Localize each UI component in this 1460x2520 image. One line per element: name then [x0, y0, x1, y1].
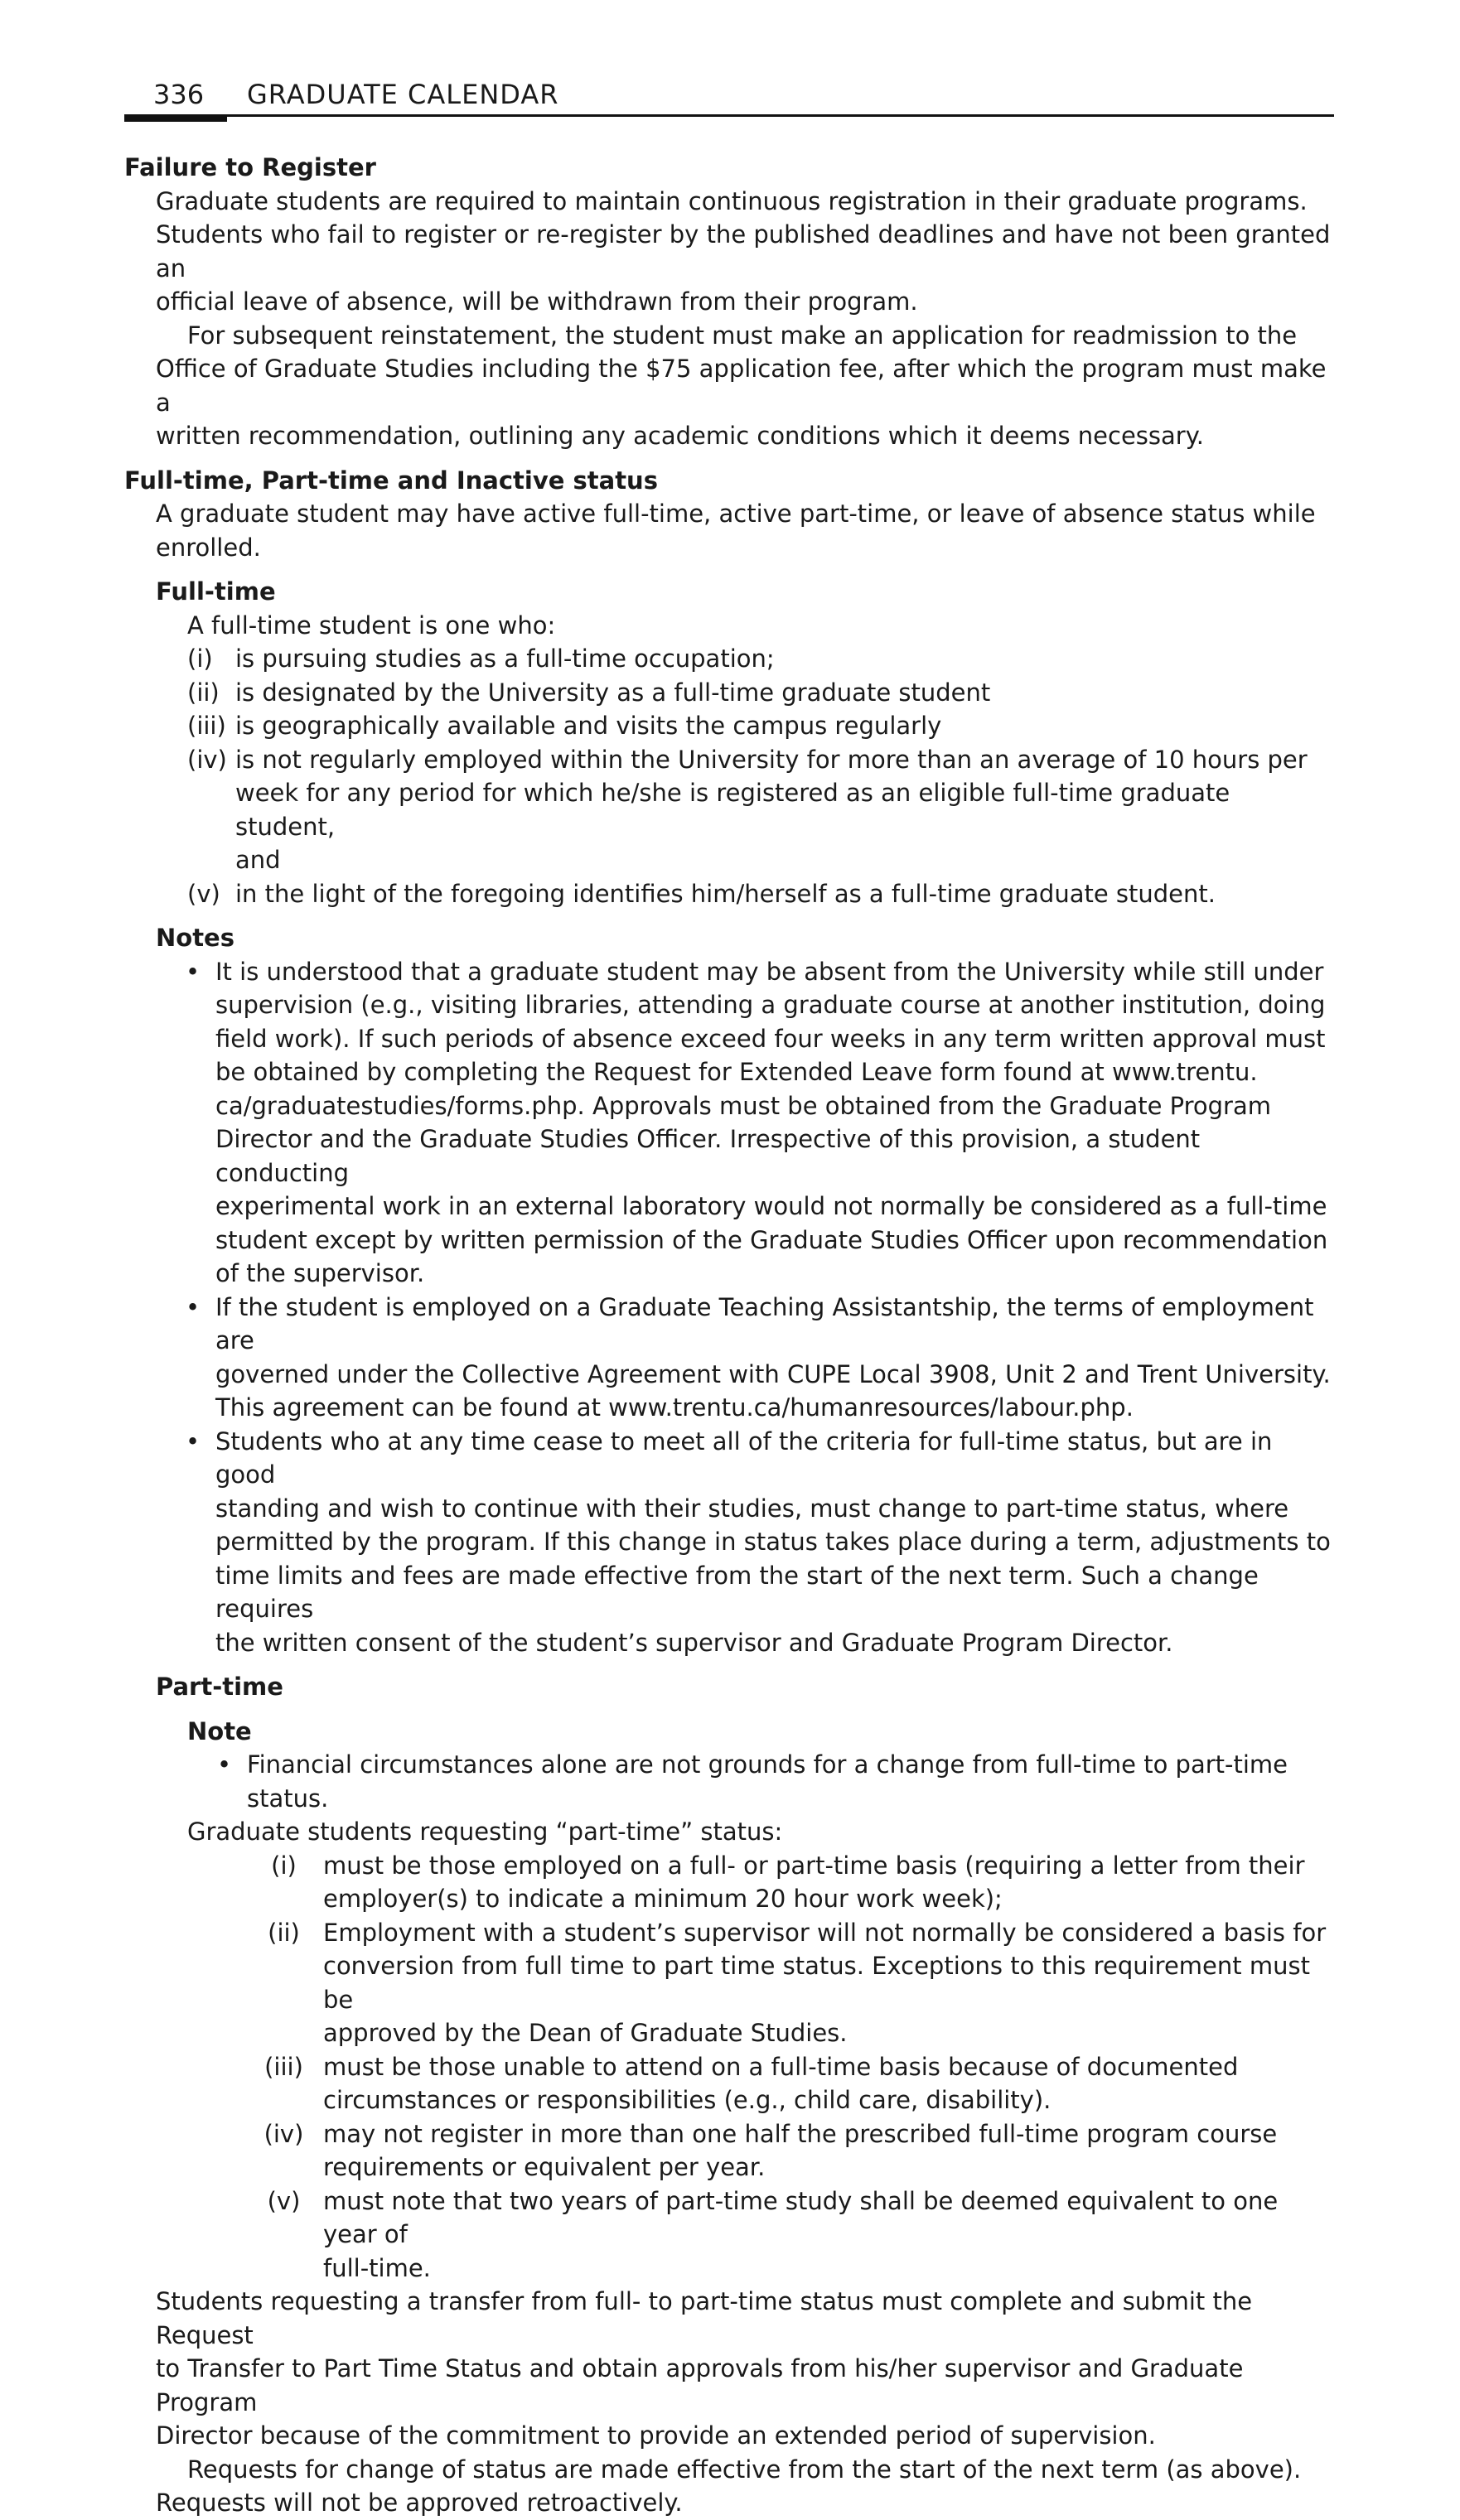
text-line: ca/graduatestudies/forms.php. Approvals must be obtained from the Graduate Program [215, 1091, 1272, 1120]
status-section-heading: Full-time, Part-time and Inactive status [124, 466, 658, 495]
failure-to-register-heading: Failure to Register [124, 153, 376, 181]
bullet-icon: • [186, 1292, 201, 1321]
part-time-item [124, 1916, 1334, 2050]
text-line: permitted by the program. If this change in status takes place during a term, adjustments to [215, 1528, 1331, 1556]
full-time-item [124, 877, 1334, 911]
full-time-item [124, 743, 1334, 877]
bullet-icon: • [186, 1427, 201, 1456]
full-time-item [124, 709, 1334, 743]
text-line: must be those unable to attend on a full-time basis because of documented [323, 2052, 1239, 2081]
text-line: conversion from full time to part time status. Exceptions to this requirement must be [323, 1952, 1310, 2014]
note-item [124, 1291, 1334, 1425]
note-item [124, 955, 1334, 1291]
text-line: Requests will not be approved retroactively. [156, 2489, 683, 2517]
part-time-item [124, 1849, 1334, 1916]
text-line: of the supervisor. [215, 1259, 425, 1287]
text-line: is not regularly employed within the University for more than an average of 10 hours per [235, 745, 1308, 774]
running-title: GRADUATE CALENDAR [247, 79, 559, 110]
text-line: governed under the Collective Agreement with CUPE Local 3908, Unit 2 and Trent University. [215, 1359, 1331, 1388]
text-line: supervision (e.g., visiting libraries, attending a graduate course at another institution, doing [215, 991, 1326, 1019]
text-line: written recommendation, outlining any academic conditions which it deems necessary. [156, 422, 1204, 450]
failure-to-register-para2 [124, 319, 1334, 453]
text-line: Financial circumstances alone are not grounds for a change from full-time to part-time [247, 1750, 1288, 1779]
item-number: (i) [187, 644, 213, 673]
text-line: requirements or equivalent per year. [323, 2153, 766, 2181]
text-line: student except by written permission of the Graduate Studies Officer upon recommendation [215, 1225, 1328, 1254]
text-line: If the student is employed on a Graduate Teaching Assistantship, the terms of employment are [215, 1292, 1314, 1354]
text-line: official leave of absence, will be withdrawn from their program. [156, 287, 918, 316]
text-line: This agreement can be found at www.trentu.ca/humanresources/labour.php. [215, 1393, 1134, 1422]
text-line: Students requesting a transfer from full- to part-time status must complete and submit the Request [156, 2287, 1253, 2349]
text-line: experimental work in an external laboratory would not normally be considered as a full-time [215, 1192, 1327, 1220]
notes-heading: Notes [156, 924, 234, 952]
page-content [124, 151, 1334, 2520]
status-section-intro [124, 497, 1334, 564]
page-number: 336 [153, 79, 205, 110]
item-number: (ii) [187, 678, 220, 707]
bullet-icon: • [217, 1750, 232, 1779]
text-line: may not register in more than one half the prescribed full-time program course [323, 2119, 1278, 2148]
text-line: enrolled. [156, 533, 261, 562]
text-line: Director because of the commitment to provide an extended period of supervision. [156, 2421, 1156, 2450]
part-time-note-item [124, 1748, 1334, 1815]
text-line: Employment with a student’s supervisor will not normally be considered a basis for [323, 1918, 1327, 1947]
text-line: It is understood that a graduate student may be absent from the University while still under [215, 957, 1324, 986]
text-line: Graduate students are required to maintain continuous registration in their graduate programs. [156, 186, 1308, 215]
text-line: employer(s) to indicate a minimum 20 hour work week); [323, 1885, 1003, 1913]
item-number: (iv) [187, 745, 227, 774]
item-number: (iii) [187, 712, 226, 740]
text-line: Office of Graduate Studies including the $75 application fee, after which the program must make a [156, 355, 1327, 417]
part-time-note-heading: Note [187, 1716, 252, 1745]
bullet-icon: • [186, 957, 201, 986]
item-number: (i) [271, 1851, 297, 1880]
text-line: For subsequent reinstatement, the student must make an application for readmission to the [187, 321, 1298, 350]
text-line: must note that two years of part-time study shall be deemed equivalent to one year of [323, 2186, 1279, 2248]
page-header [124, 78, 1334, 123]
text-line: must be those employed on a full- or part-time basis (requiring a letter from their [323, 1851, 1305, 1880]
text-line: A graduate student may have active full-time, active part-time, or leave of absence status while [156, 500, 1316, 528]
text-line: is designated by the University as a full-time graduate student [235, 678, 991, 707]
text-line: week for any period for which he/she is registered as an eligible full-time graduate student, [235, 779, 1230, 841]
note-item [124, 1425, 1334, 1660]
text-line: time limits and fees are made effective from the start of the next term. Such a change requires [215, 1561, 1259, 1623]
failure-to-register-para1 [124, 185, 1334, 319]
transfer-paragraph [124, 2285, 1334, 2453]
text-line: standing and wish to continue with their studies, must change to part-time status, where [215, 1494, 1289, 1523]
text-line: circumstances or responsibilities (e.g., child care, disability). [323, 2086, 1051, 2114]
part-time-item [124, 2117, 1334, 2184]
header-rule [124, 114, 1334, 117]
text-line: Requests for change of status are made effective from the start of the next term (as above). [187, 2455, 1302, 2484]
text-line: Students who at any time cease to meet all of the criteria for full-time status, but are in good [215, 1427, 1273, 1489]
item-number: (v) [267, 2186, 301, 2215]
text-line: be obtained by completing the Request for Extended Leave form found at www.trentu. [215, 1058, 1258, 1086]
header-rule-tab [124, 114, 227, 122]
full-time-item [124, 642, 1334, 676]
part-time-item [124, 2184, 1334, 2286]
item-number: (iii) [264, 2052, 303, 2081]
text-line: the written consent of the student’s supervisor and Graduate Program Director. [215, 1628, 1173, 1657]
full-time-intro: A full-time student is one who: [187, 611, 556, 640]
text-line: in the light of the foregoing identifies him/herself as a full-time graduate student. [235, 879, 1216, 908]
part-time-item [124, 2050, 1334, 2117]
part-time-intro: Graduate students requesting “part-time” status: [187, 1818, 783, 1846]
full-time-item [124, 676, 1334, 710]
text-line: field work). If such periods of absence exceed four weeks in any term written approval must [215, 1024, 1326, 1053]
text-line: and [235, 846, 281, 874]
text-line: to Transfer to Part Time Status and obtain approvals from his/her supervisor and Graduate Program [156, 2354, 1244, 2416]
item-number: (v) [187, 879, 220, 908]
text-line: is geographically available and visits the campus regularly [235, 712, 942, 740]
text-line: Director and the Graduate Studies Officer. Irrespective of this provision, a student conducting [215, 1125, 1201, 1187]
requests-paragraph [124, 2453, 1334, 2520]
text-line: Students who fail to register or re-register by the published deadlines and have not been granted an [156, 220, 1331, 282]
text-line: status. [247, 1784, 329, 1813]
text-line: full-time. [323, 2253, 431, 2282]
item-number: (iv) [263, 2119, 304, 2148]
full-time-heading: Full-time [156, 577, 276, 606]
text-line: is pursuing studies as a full-time occupation; [235, 644, 775, 673]
item-number: (ii) [268, 1918, 300, 1947]
text-line: approved by the Dean of Graduate Studies. [323, 2019, 848, 2047]
part-time-heading: Part-time [156, 1673, 283, 1701]
